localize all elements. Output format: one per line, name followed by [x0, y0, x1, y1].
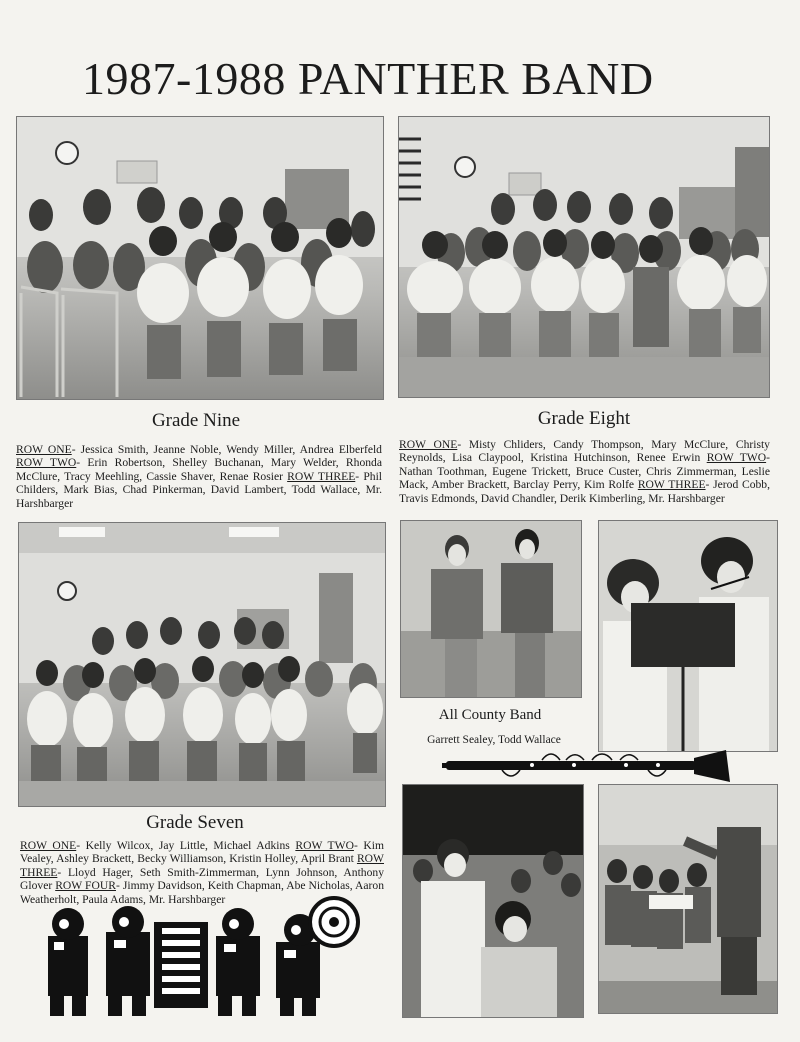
row-label: ROW ONE	[16, 443, 72, 456]
flute-player-photo-art	[599, 521, 777, 751]
grade-nine-caption: Grade Nine	[151, 410, 241, 431]
row-label: ROW ONE	[399, 438, 458, 451]
concert-crowd-photo	[402, 784, 584, 1018]
row-names: - Kim Vealey, Ashley Brackett, Becky Williamson, Kristin Holley, April Brant	[20, 839, 384, 866]
row-label: ROW TWO	[295, 839, 354, 852]
all-county-names: Garrett Sealey, Todd Wallace	[427, 734, 561, 746]
all-county-caption: All County Band	[438, 707, 542, 723]
band-cartoon-illustration	[44, 896, 364, 1020]
row-names: - Lloyd Hager, Seth Smith-Zimmerman, Lynn Johnson, Anthony Glover	[20, 865, 384, 893]
director-photo	[598, 784, 778, 1014]
grade-seven-caption: Grade Seven	[146, 812, 244, 833]
row-label: ROW THREE	[20, 852, 384, 879]
row-names: - Phil Childers, Mark Bias, Chad Pinkerman, David Lambert, Todd Wallace, Mr. Harshbarger	[16, 469, 383, 510]
row-label: ROW ONE	[20, 839, 77, 852]
page-title: 1987-1988 PANTHER BAND	[82, 53, 654, 104]
grade-eight-caption: Grade Eight	[537, 408, 631, 429]
row-label: ROW THREE	[287, 469, 356, 483]
director-photo-art	[599, 785, 777, 1013]
grade-nine-photo-art	[17, 117, 383, 399]
row-names: - Kelly Wilcox, Jay Little, Michael Adkins	[76, 839, 296, 852]
row-label: ROW TWO	[706, 451, 767, 465]
grade-eight-names	[399, 438, 770, 505]
row-names: - Jimmy Davidson, Keith Chapman, Abe Nicholas, Aaron Weatherholt, Paula Adams, Mr. Harshbarger	[20, 879, 384, 906]
grade-eight-photo-art	[399, 117, 769, 397]
row-label: ROW FOUR	[55, 879, 116, 893]
all-county-photo-art	[401, 521, 581, 697]
row-names: - Misty Chliders, Candy Thompson, Mary McClure, Christy Reynolds, Lisa Claypool, Kristina Hutchinson, Renee Erwin	[399, 438, 770, 465]
grade-eight-photo	[398, 116, 770, 398]
row-label: ROW THREE	[637, 478, 706, 492]
grade-nine-names	[16, 443, 382, 510]
grade-nine-photo	[16, 116, 384, 400]
row-names: - Erin Robertson, Shelley Buchanan, Mary Welder, Rhonda McClure, Tracy Meehling, Cassie Shaver, Renae Rosier	[16, 456, 382, 483]
row-names: - Nathan Toothman, Eugene Trickett, Bruce Custer, Chris Zimmerman, Leslie Mack, Amber Brackett, Barclay Perry, Kim Rolfe	[399, 451, 770, 492]
clarinet-illustration	[442, 748, 734, 784]
row-names: - Jerod Cobb, Travis Edmonds, David Chandler, Derik Kimberling, Mr. Harshbarger	[399, 478, 771, 505]
flute-player-photo	[598, 520, 778, 752]
concert-crowd-photo-art	[403, 785, 583, 1017]
grade-seven-photo	[18, 522, 386, 807]
row-names: - Jessica Smith, Jeanne Noble, Wendy Miller, Andrea Elberfeld	[71, 443, 382, 456]
row-label: ROW TWO	[16, 456, 77, 470]
all-county-photo	[400, 520, 582, 698]
grade-seven-photo-art	[19, 523, 385, 806]
